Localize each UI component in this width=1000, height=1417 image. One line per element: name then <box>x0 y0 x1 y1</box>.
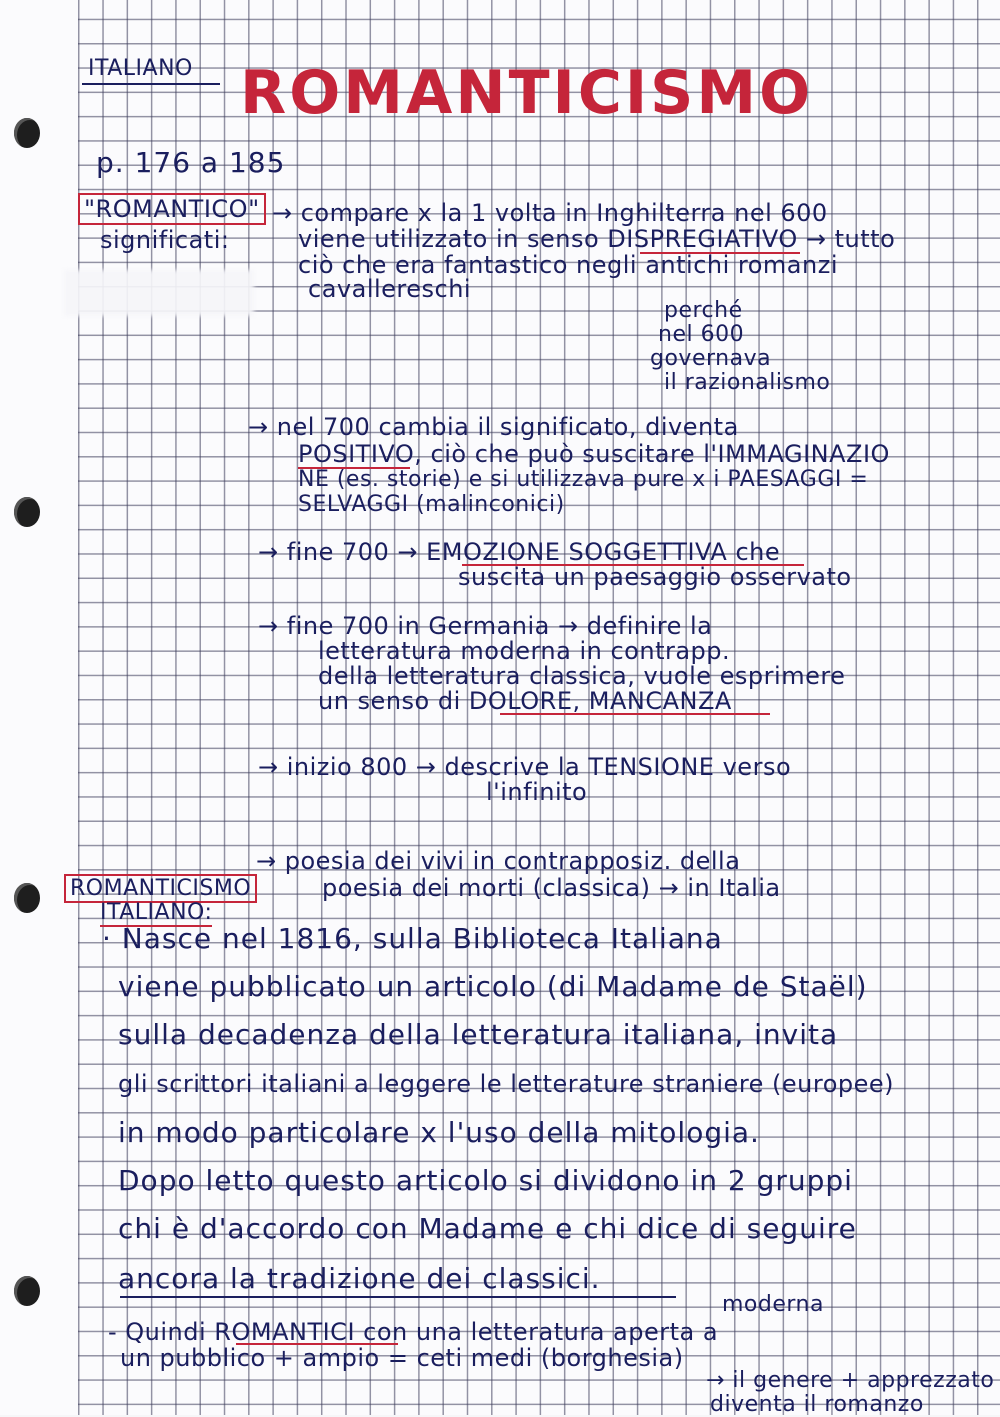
punch-hole <box>14 883 40 913</box>
s1-p5-line-1: → inizio 800 → descrive la TENSIONE verso <box>258 753 792 781</box>
s2-line-2: viene pubblicato un articolo (di Madame de Staël) <box>118 970 868 1003</box>
s2-line-7: chi è d'accordo con Madame e chi dice di seguire <box>118 1212 857 1245</box>
s1-p4-line-2: letteratura moderna in contrapp. <box>318 637 731 665</box>
s1-p2-line-4: SELVAGGI (malinconici) <box>298 492 565 517</box>
note-line-1: perché <box>664 298 743 323</box>
underline-tradizione <box>120 1296 676 1298</box>
underline-dolore <box>500 713 770 715</box>
subject-underline <box>82 83 220 85</box>
s2-line-4: gli scrittori italiani a leggere le letterature straniere (europee) <box>118 1070 895 1098</box>
note-line-4: il razionalismo <box>664 370 831 395</box>
s1-p3-line-1: → fine 700 → EMOZIONE SOGGETTIVA che <box>258 538 781 566</box>
s1-p2-line-2: POSITIVO, ciò che può suscitare l'IMMAGINAZIO <box>298 440 890 468</box>
s1-p5-line-2: l'infinito <box>486 778 588 806</box>
keyword-italiano: ITALIANO: <box>100 900 213 925</box>
s2-line-10: un pubblico + ampio = ceti medi (borghesia) <box>120 1344 684 1372</box>
s1-line-1: → compare x la 1 volta in Inghilterra nel 600 <box>272 199 828 227</box>
note-line-3: governava <box>650 346 772 371</box>
footer-line-2: diventa il romanzo <box>710 1392 924 1417</box>
punch-hole <box>14 497 40 527</box>
note-line-2: nel 600 <box>658 322 745 347</box>
s2-line-9: - Quindi ROMANTICI con una letteratura aperta a <box>108 1318 719 1346</box>
s1-line-2: viene utilizzato in senso DISPREGIATIVO → tutto <box>298 225 896 253</box>
footer-line-1: → il genere + apprezzato <box>706 1368 995 1393</box>
s1-p2-line-3: NE (es. storie) e si utilizzava pure x i PAESAGGI = <box>298 467 869 492</box>
s1-p6-line-1: → poesia dei vivi in contrapposiz. della <box>256 847 741 875</box>
keyword-significati: significati: <box>100 226 230 254</box>
keyword-romantico: "ROMANTICO" <box>78 195 266 223</box>
s1-p6-line-2: poesia dei morti (classica) → in Italia <box>322 874 781 902</box>
s2-line-5: in modo particolare x l'uso della mitologia. <box>118 1116 760 1149</box>
keyword-romanticismo-italiano: ROMANTICISMO <box>64 874 257 903</box>
s2-line-3: sulla decadenza della letteratura italiana, invita <box>118 1018 839 1051</box>
left-margin <box>0 0 78 1415</box>
note-moderna: moderna <box>722 1292 824 1317</box>
s1-line-3: ciò che era fantastico negli antichi romanzi <box>298 251 838 279</box>
s1-p4-line-1: → fine 700 in Germania → definire la <box>258 612 713 640</box>
page-title: ROMANTICISMO <box>240 58 814 128</box>
punch-hole <box>14 118 40 148</box>
page-range: p. 176 a 185 <box>96 146 286 179</box>
s1-p4-line-3: della letteratura classica, vuole esprimere <box>318 662 846 690</box>
s1-p4-line-4: un senso di DOLORE, MANCANZA <box>318 687 732 715</box>
s2-line-1: · Nasce nel 1816, sulla Biblioteca Italiana <box>102 922 723 955</box>
subject-label: ITALIANO <box>88 56 193 81</box>
punch-hole <box>14 1276 40 1306</box>
correction-smudge <box>64 270 254 316</box>
s1-line-4: cavallereschi <box>308 275 472 303</box>
s2-line-8: ancora la tradizione dei classici. <box>118 1262 601 1295</box>
s2-line-6: Dopo letto questo articolo si dividono in 2 gruppi <box>118 1164 853 1197</box>
s1-p2-line-1: → nel 700 cambia il significato, diventa <box>248 413 739 441</box>
s1-p3-line-2: suscita un paesaggio osservato <box>458 563 852 591</box>
